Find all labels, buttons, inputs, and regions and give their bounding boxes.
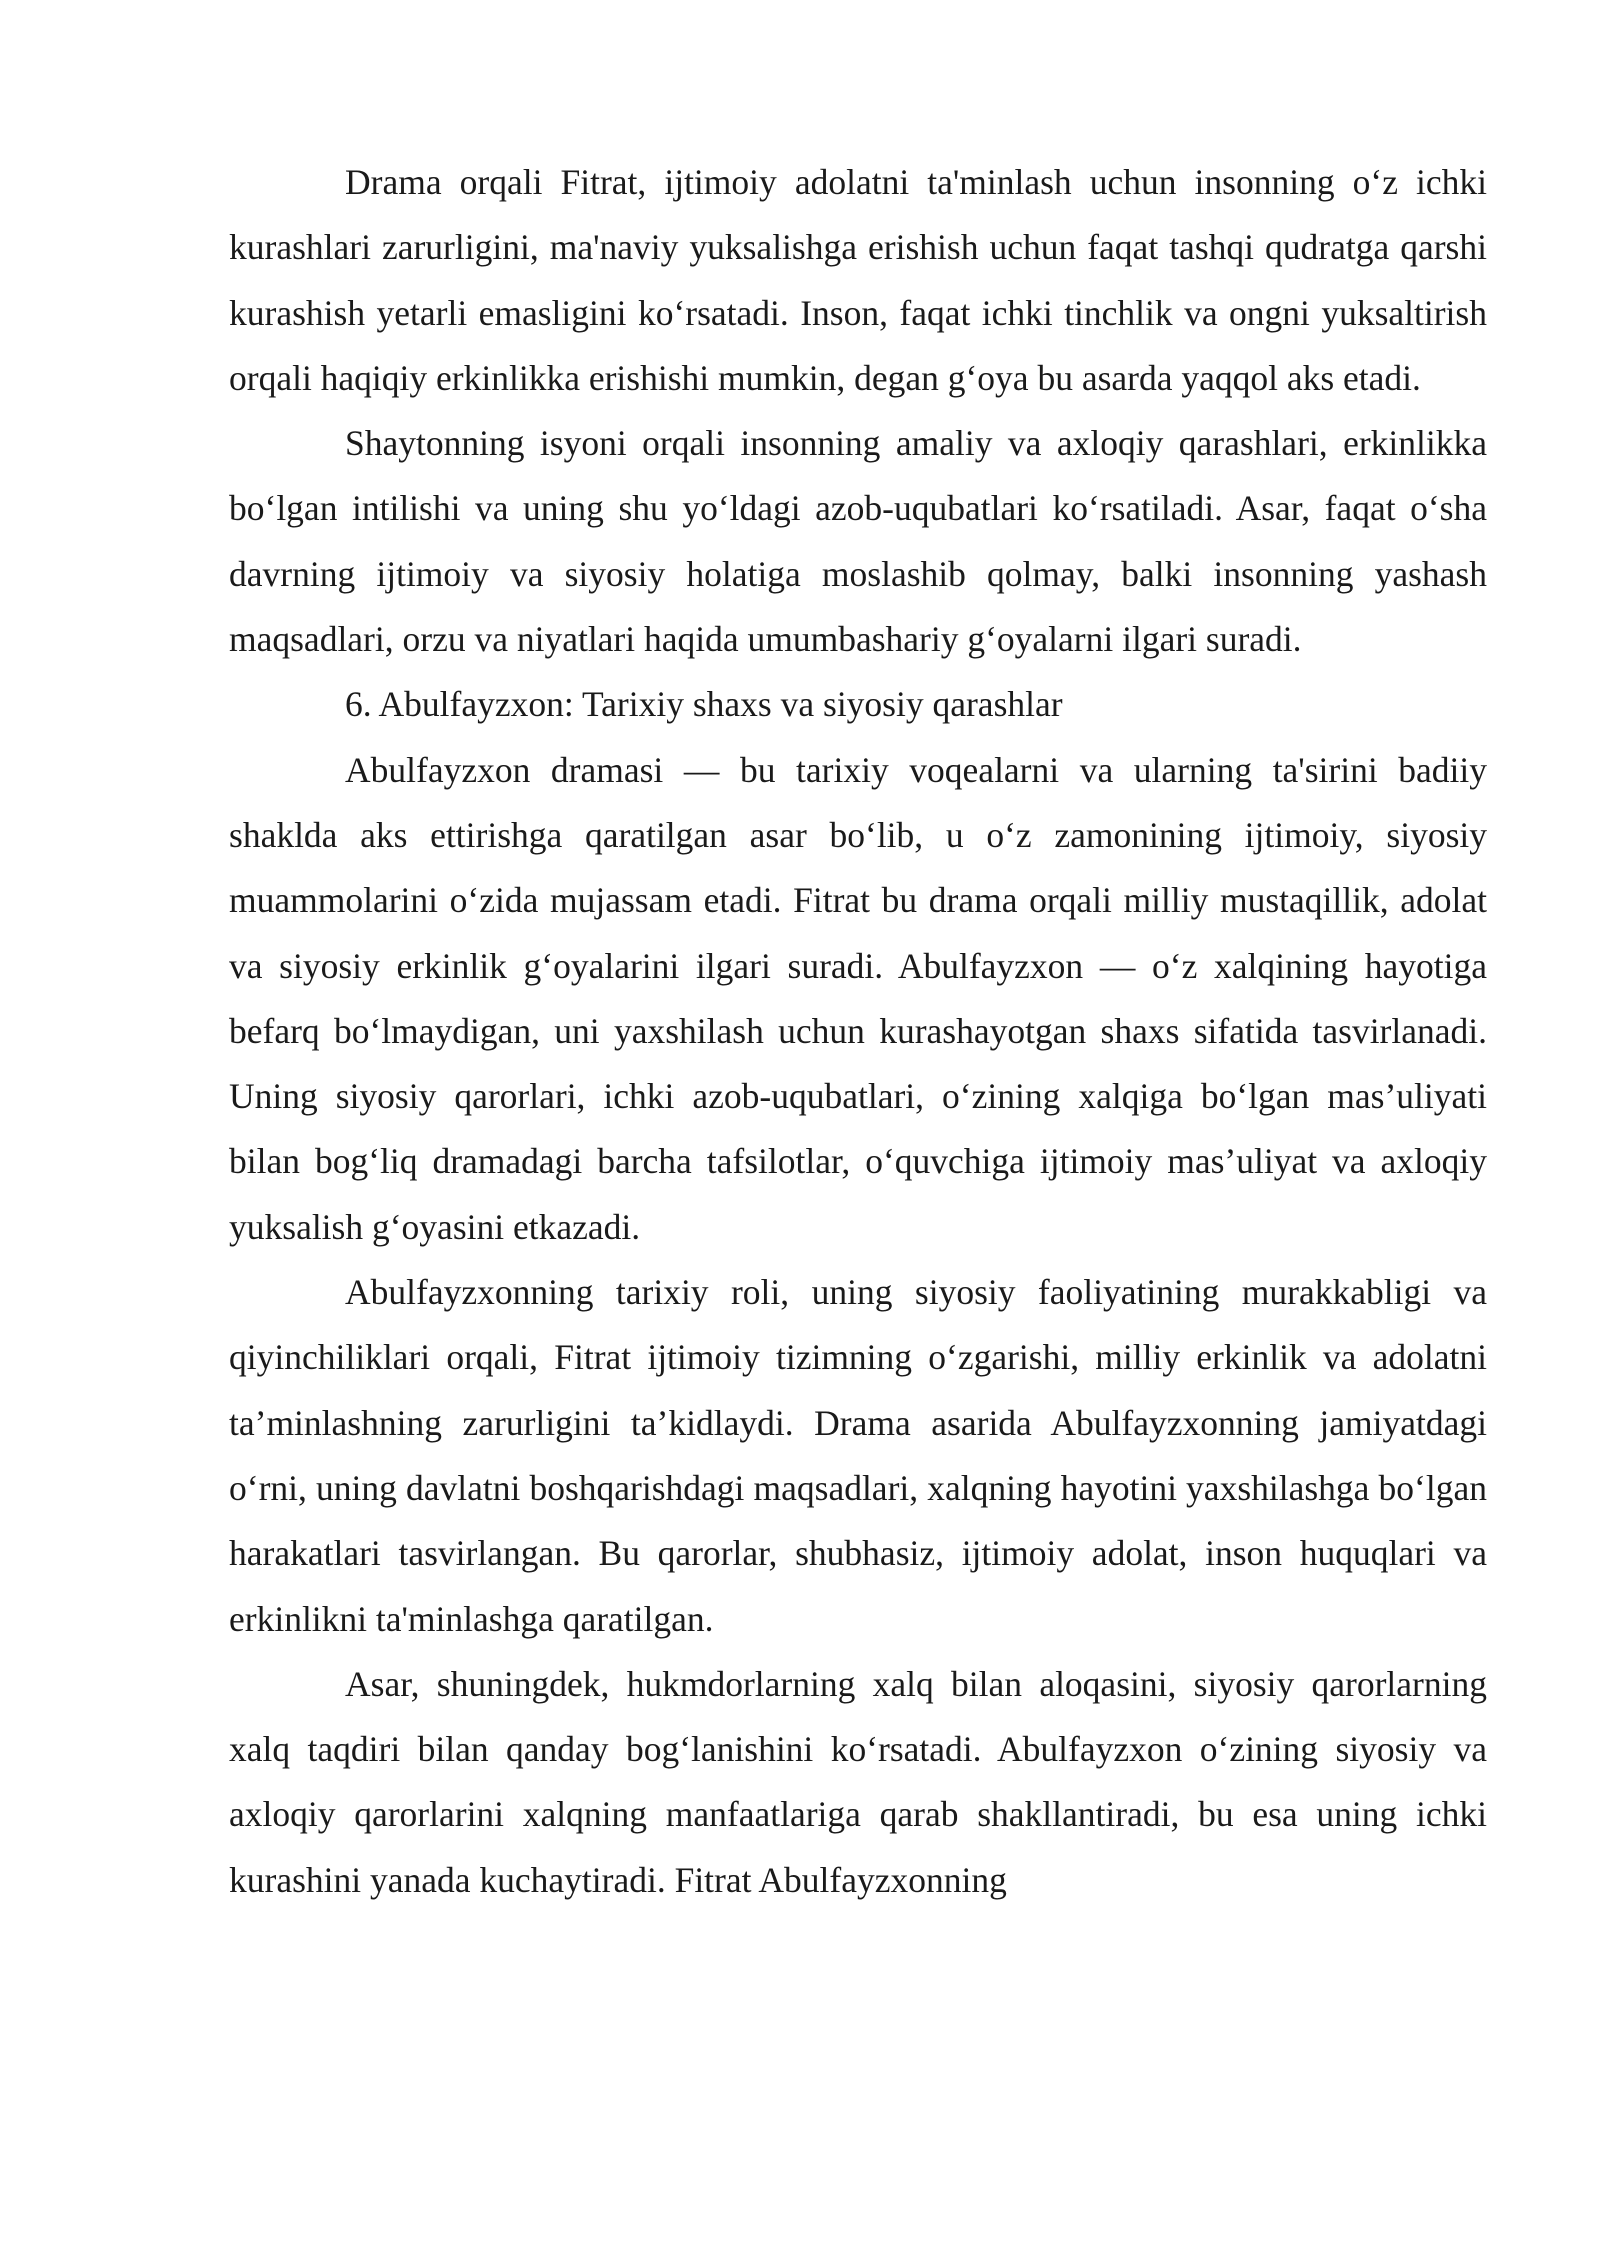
- paragraph-5: Asar, shuningdek, hukmdorlarning xalq bilan aloqasini, siyosiy qarorlarning xalq taqdiri bilan qanday bog‘lanishini ko‘rsatadi. Abulfayzxon o‘zining siyosiy va axloqiy qarorlarini xalqning manfaatlariga qarab shakllantiradi, bu esa uning ichki kurashini yanada kuchaytiradi. Fitrat Abulfayzxonning: [229, 1663, 1487, 1900]
- paragraph-1: Drama orqali Fitrat, ijtimoiy adolatni ta'minlash uchun insonning o‘z ichki kurashlari zarurligini, ma'naviy yuksalishga erishish uchun faqat tashqi qudratga qarshi kurashish yetarli emasligini ko‘rsatadi. Inson, faqat ichki tinchlik va ongni yuksaltirish orqali haqiqiy erkinlikka erishishi mumkin, degan g‘oya bu asarda yaqqol aks etadi.: [229, 162, 1487, 398]
- section-heading: 6. Abulfayzxon: Tarixiy shaxs va siyosiy qarashlar: [345, 684, 1063, 725]
- paragraph-2: Shaytonning isyoni orqali insonning amaliy va axloqiy qarashlari, erkinlikka bo‘lgan intilishi va uning shu yo‘ldagi azob-uqubatlari ko‘rsatiladi. Asar, faqat o‘sha davrning ijtimoiy va siyosiy holatiga moslashib qolmay, balki insonning yashash maqsadlari, orzu va niyatlari haqida umumbashariy g‘oyalarni ilgari suradi.: [229, 423, 1487, 660]
- paragraph-3: Abulfayzxon dramasi — bu tarixiy voqealarni va ularning ta'sirini badiiy shaklda aks ettirishga qaratilgan asar bo‘lib, u o‘z zamonining ijtimoiy, siyosiy muammolarini o‘zida mujassam etadi. Fitrat bu drama orqali milliy mustaqillik, adolat va siyosiy erkinlik g‘oyalarini ilgari suradi. Abulfayzxon — o‘z xalqining hayotiga befarq bo‘lmaydigan, uni yaxshilash uchun kurashayotgan shaxs sifatida tasvirlanadi. Uning siyosiy qarorlari, ichki azob-uqubatlari, o‘zining xalqiga bo‘lgan mas’uliyati bilan bog‘liq dramadagi barcha tafsilotlar, o‘quvchiga ijtimoiy mas’uliyat va axloqiy yuksalish g‘oyasini etkazadi.: [229, 749, 1487, 1247]
- document-body: [229, 150, 1487, 1913]
- paragraph-4: Abulfayzxonning tarixiy roli, uning siyosiy faoliyatining murakkabligi va qiyinchiliklari orqali, Fitrat ijtimoiy tizimning o‘zgarishi, milliy erkinlik va adolatni ta’minlashning zarurligini ta’kidlaydi. Drama asarida Abulfayzxonning jamiyatdagi o‘rni, uning davlatni boshqarishdagi maqsadlari, xalqning hayotini yaxshilashga bo‘lgan harakatlari tasvirlangan. Bu qarorlar, shubhasiz, ijtimoiy adolat, inson huquqlari va erkinlikni ta'minlashga qaratilgan.: [229, 1272, 1487, 1639]
